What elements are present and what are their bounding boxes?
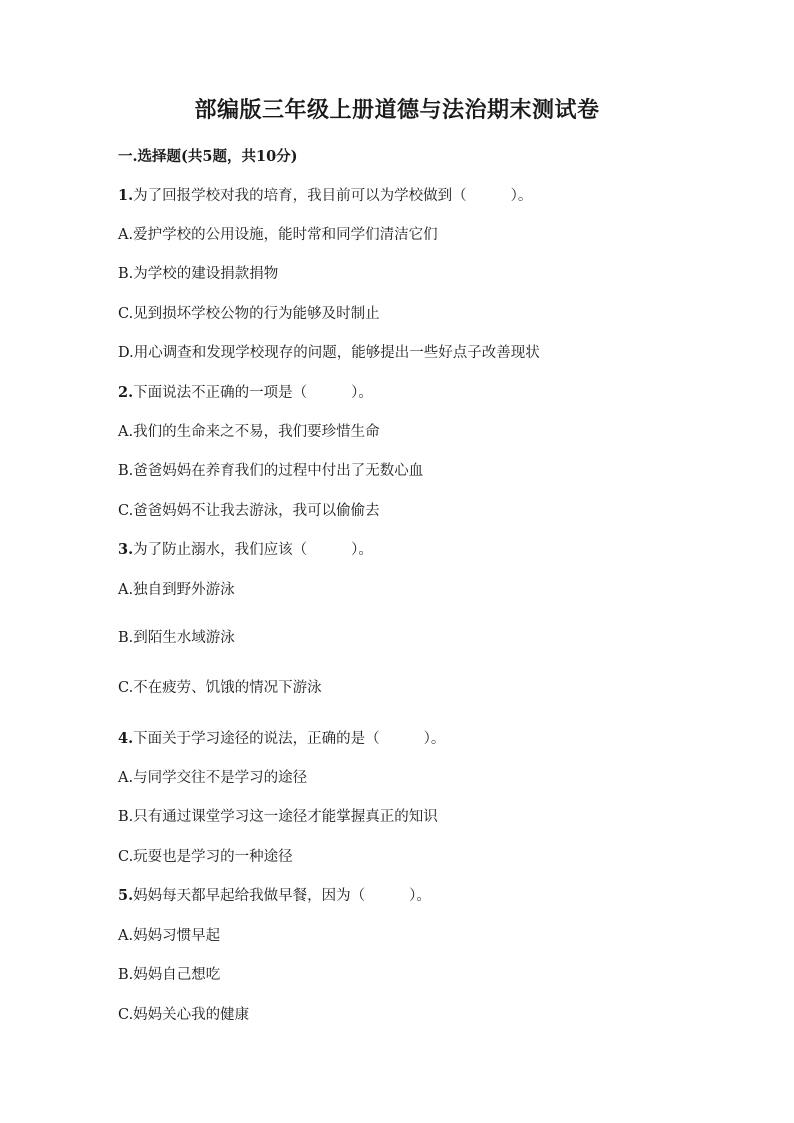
question-text: 下面说法不正确的一项是（	[133, 385, 308, 401]
question-3-option-c: C.不在疲劳、饥饿的情况下游泳	[118, 680, 322, 696]
question-3-option-a: A.独自到野外游泳	[118, 582, 235, 598]
question-1-option-c: C.见到损坏学校公物的行为能够及时制止	[118, 306, 380, 322]
question-1-option-b: B.为学校的建设捐款捐物	[118, 266, 279, 282]
question-3-option-b: B.到陌生水域游泳	[118, 630, 235, 646]
question-text: 为了防止溺水，我们应该（	[133, 542, 308, 558]
question-text-end: ）。	[351, 542, 373, 558]
question-4-option-c: C.玩耍也是学习的一种途径	[118, 849, 293, 865]
question-1-option-a: A.爱护学校的公用设施，能时常和同学们清洁它们	[118, 227, 438, 243]
question-text-end: ）。	[510, 188, 533, 204]
question-3-stem	[118, 539, 373, 561]
question-number: 4.	[118, 730, 134, 747]
question-text: 妈妈每天都早起给我做早餐，因为（	[133, 888, 366, 904]
question-text-end: ）。	[423, 731, 446, 747]
question-4-stem	[118, 728, 445, 750]
question-4-option-a: A.与同学交往不是学习的途径	[118, 770, 308, 786]
question-text-end: ）。	[351, 385, 373, 401]
question-1-option-d: D.用心调查和发现学校现存的问题，能够提出一些好点子改善现状	[118, 345, 540, 361]
question-text: 为了回报学校对我的培育，我目前可以为学校做到（	[133, 188, 467, 204]
page-title: 部编版三年级上册道德与法治期末测试卷	[194, 97, 600, 123]
question-2-option-a: A.我们的生命来之不易，我们要珍惜生命	[118, 424, 380, 440]
question-4-option-b: B.只有通过课堂学习这一途径才能掌握真正的知识	[118, 809, 438, 825]
question-2-option-b: B.爸爸妈妈在养育我们的过程中付出了无数心血	[118, 463, 424, 479]
question-number: 3.	[118, 541, 134, 558]
question-2-stem	[118, 382, 373, 404]
question-5-stem	[118, 885, 431, 907]
question-number: 1.	[118, 187, 134, 204]
question-2-option-c: C.爸爸妈妈不让我去游泳，我可以偷偷去	[118, 503, 380, 519]
question-1-stem	[118, 185, 532, 207]
question-5-option-a: A.妈妈习惯早起	[118, 928, 221, 944]
question-number: 5.	[118, 887, 134, 904]
question-5-option-c: C.妈妈关心我的健康	[118, 1007, 250, 1023]
question-text: 下面关于学习途径的说法，正确的是（	[133, 731, 380, 747]
question-text-end: ）。	[409, 888, 431, 904]
question-number: 2.	[118, 384, 134, 401]
section-heading: 一.选择题(共5题，共10分)	[118, 148, 298, 165]
question-5-option-b: B.妈妈自己想吃	[118, 967, 221, 983]
